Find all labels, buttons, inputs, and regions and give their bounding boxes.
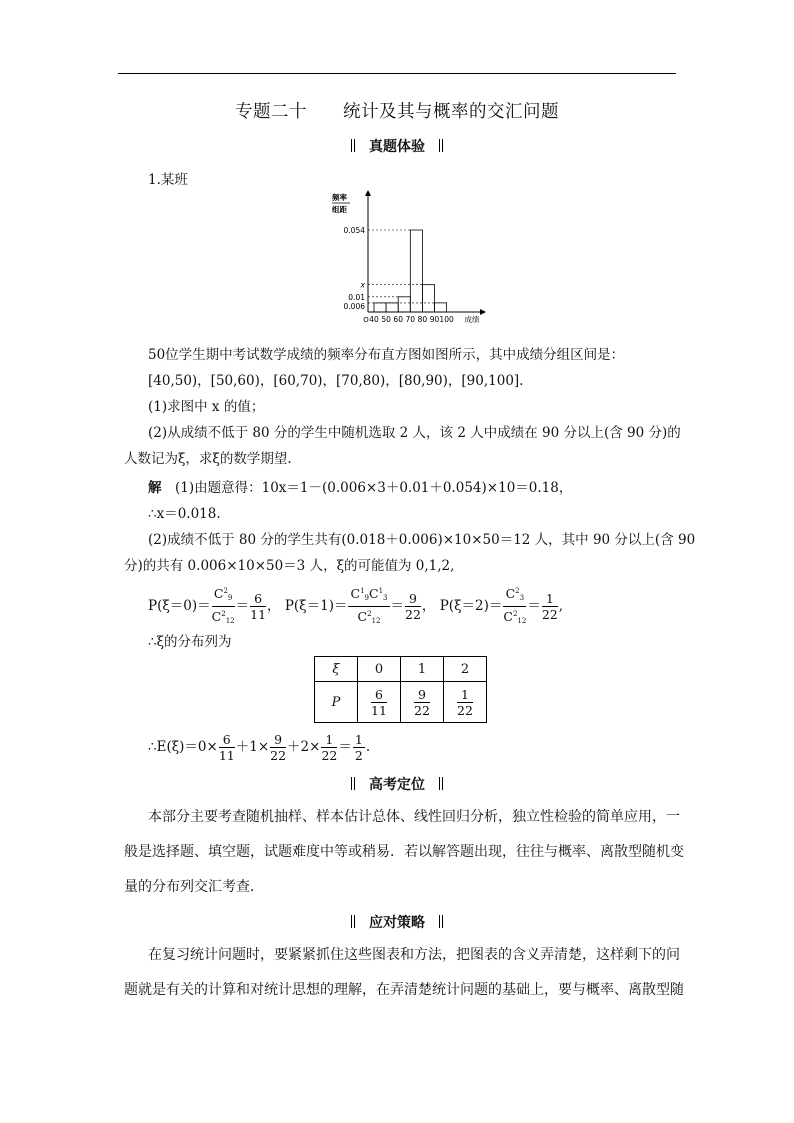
distribution-table: [314, 656, 487, 723]
solution-text-1: (1)由题意得：10x＝1－(0.006×3＋0.01＋0.054)×10＝0.18，: [175, 480, 573, 496]
y-axis-label-top: 频率: [332, 193, 347, 202]
x-tick-label: 60: [393, 315, 403, 324]
histogram-bar: [410, 230, 422, 312]
table-cell: 1: [401, 657, 444, 682]
section-heading-gaokao: [0, 774, 794, 794]
y-tick-label: 0.01: [348, 292, 365, 302]
page-title: 专题二十 统计及其与概率的交汇问题: [235, 102, 559, 122]
p1-comb-fraction: $\frac{C^1_9C^1_3}{C^2_{12}}$: [350, 586, 388, 625]
solution-line3: (2)成绩不低于 80 分的学生共有(0.018＋0.006)×10×50＝12 人，其中 90 分以上(含 90: [148, 532, 696, 548]
y-axis-label-bottom: 组距: [332, 205, 347, 214]
histogram-bar: [435, 303, 447, 312]
table-cell: $\frac{6}{11}$: [358, 682, 401, 723]
table-cell: 0: [358, 657, 401, 682]
p0-label: P(ξ＝0)＝: [148, 598, 211, 614]
histogram-bar: [386, 303, 398, 312]
solution-label: 解: [148, 480, 162, 496]
question-2-line1: (2)从成绩不低于 80 分的学生中随机选取 2 人，该 2 人中成绩在 90 分以上(含 90 分)的: [148, 425, 681, 441]
x-tick-label: 40: [369, 315, 379, 324]
section-heading-label: 高考定位: [369, 777, 425, 793]
question-1: (1)求图中 x 的值；: [148, 399, 265, 415]
top-rule: [118, 73, 676, 74]
solution-line2: ∴x＝0.018.: [148, 506, 221, 522]
question-2-line2: 人数记为ξ，求ξ的数学期望.: [124, 451, 292, 467]
p2-fraction: $\frac{1}{22}$: [541, 591, 558, 622]
x-tick-label: 90: [429, 315, 440, 324]
p2-label: P(ξ＝2)＝: [439, 598, 503, 614]
histogram-chart: [330, 186, 490, 336]
x-axis-arrow: [480, 309, 486, 315]
gaokao-line2: 般是选择题、填空题，试题难度中等或稍易．若以解答题出现，往往与概率、离散型随机变: [124, 844, 684, 860]
section-heading-label: 应对策略: [369, 915, 425, 931]
gaokao-line1: 本部分主要考查随机抽样、样本估计总体、线性回归分析，独立性检验的简单应用，一: [148, 809, 680, 825]
p0-fraction: $\frac{6}{11}$: [250, 591, 267, 622]
problem-line1: 50位学生期中考试数学成绩的频率分布直方图如图所示，其中成绩分组区间是：: [148, 347, 625, 363]
y-tick-label: 0.006: [343, 301, 365, 311]
origin-label: O: [363, 316, 369, 324]
x-tick-label: 100: [439, 315, 454, 324]
histogram-bar: [398, 297, 410, 312]
table-cell: P: [315, 682, 358, 723]
x-tick-label: 70: [405, 315, 416, 324]
table-cell: ξ: [315, 657, 358, 682]
p0-comb-fraction: $\frac{C^2_9}{C^2_{12}}$: [211, 586, 235, 625]
y-axis-arrow: [365, 190, 371, 196]
probability-line: P(ξ＝0)＝ $\frac{C^2_9}{C^2_{12}}$ ＝ $\frac{6}{11}$ ， P(ξ＝1)＝ $\frac{C^1_9C^1_3}{C^2_{12}}$ ＝ $\frac{9}{22}$ ， P(ξ＝2)＝ $\frac{C^2_3}{C^2_{12}}$ ＝ $\frac{1}{22}$ ,: [148, 584, 563, 629]
solution-line1: [148, 476, 572, 496]
heading-bar-right: [439, 139, 443, 152]
table-cell: 2: [444, 657, 487, 682]
section-heading-label: 真题体验: [369, 139, 425, 155]
section-heading-zhenti: [0, 136, 794, 156]
y-tick-label: 0.054: [343, 226, 365, 235]
histogram-bar: [374, 303, 386, 312]
x-tick-label: 80: [417, 315, 428, 324]
problem-line2: [40,50)，[50,60)，[60,70)，[70,80)，[80,90)，[90,100].: [148, 373, 524, 389]
y-tick-label: x: [360, 280, 365, 290]
table-row: [315, 657, 487, 682]
x-tick-label: 50: [381, 315, 391, 324]
expectation-line: ∴E(ξ)＝0× $\frac{6}{11}$ ＋1× $\frac{9}{22}$ ＋2× $\frac{1}{22}$ ＝ $\frac{1}{2}$ .: [148, 732, 371, 763]
problem-number: 1.某班: [148, 172, 188, 188]
section-heading-celue: [0, 912, 794, 932]
table-row: [315, 682, 487, 723]
p2-comb-fraction: $\frac{C^2_3}{C^2_{12}}$: [503, 586, 527, 625]
p1-fraction: $\frac{9}{22}$: [405, 591, 421, 622]
p1-label: P(ξ＝1)＝: [284, 598, 348, 614]
celue-line2: 题就是有关的计算和对统计思想的理解，在弄清楚统计问题的基础上，要与概率、离散型随: [124, 982, 684, 998]
heading-bar-left: [351, 139, 355, 152]
table-cell: $\frac{1}{22}$: [444, 682, 487, 723]
table-cell: $\frac{9}{22}$: [401, 682, 444, 723]
histogram-bar: [422, 285, 434, 312]
solution-line4: 分)的共有 0.006×10×50＝3 人，ξ的可能值为 0,1,2,: [124, 558, 455, 574]
gaokao-line3: 量的分布列交汇考查．: [124, 879, 264, 895]
distribution-intro: ∴ξ的分布列为: [148, 634, 232, 650]
x-axis-label: 成绩: [464, 315, 480, 324]
celue-line1: 在复习统计问题时，要紧紧抓住这些图表和方法，把图表的含义弄清楚，这样剩下的问: [148, 947, 680, 963]
